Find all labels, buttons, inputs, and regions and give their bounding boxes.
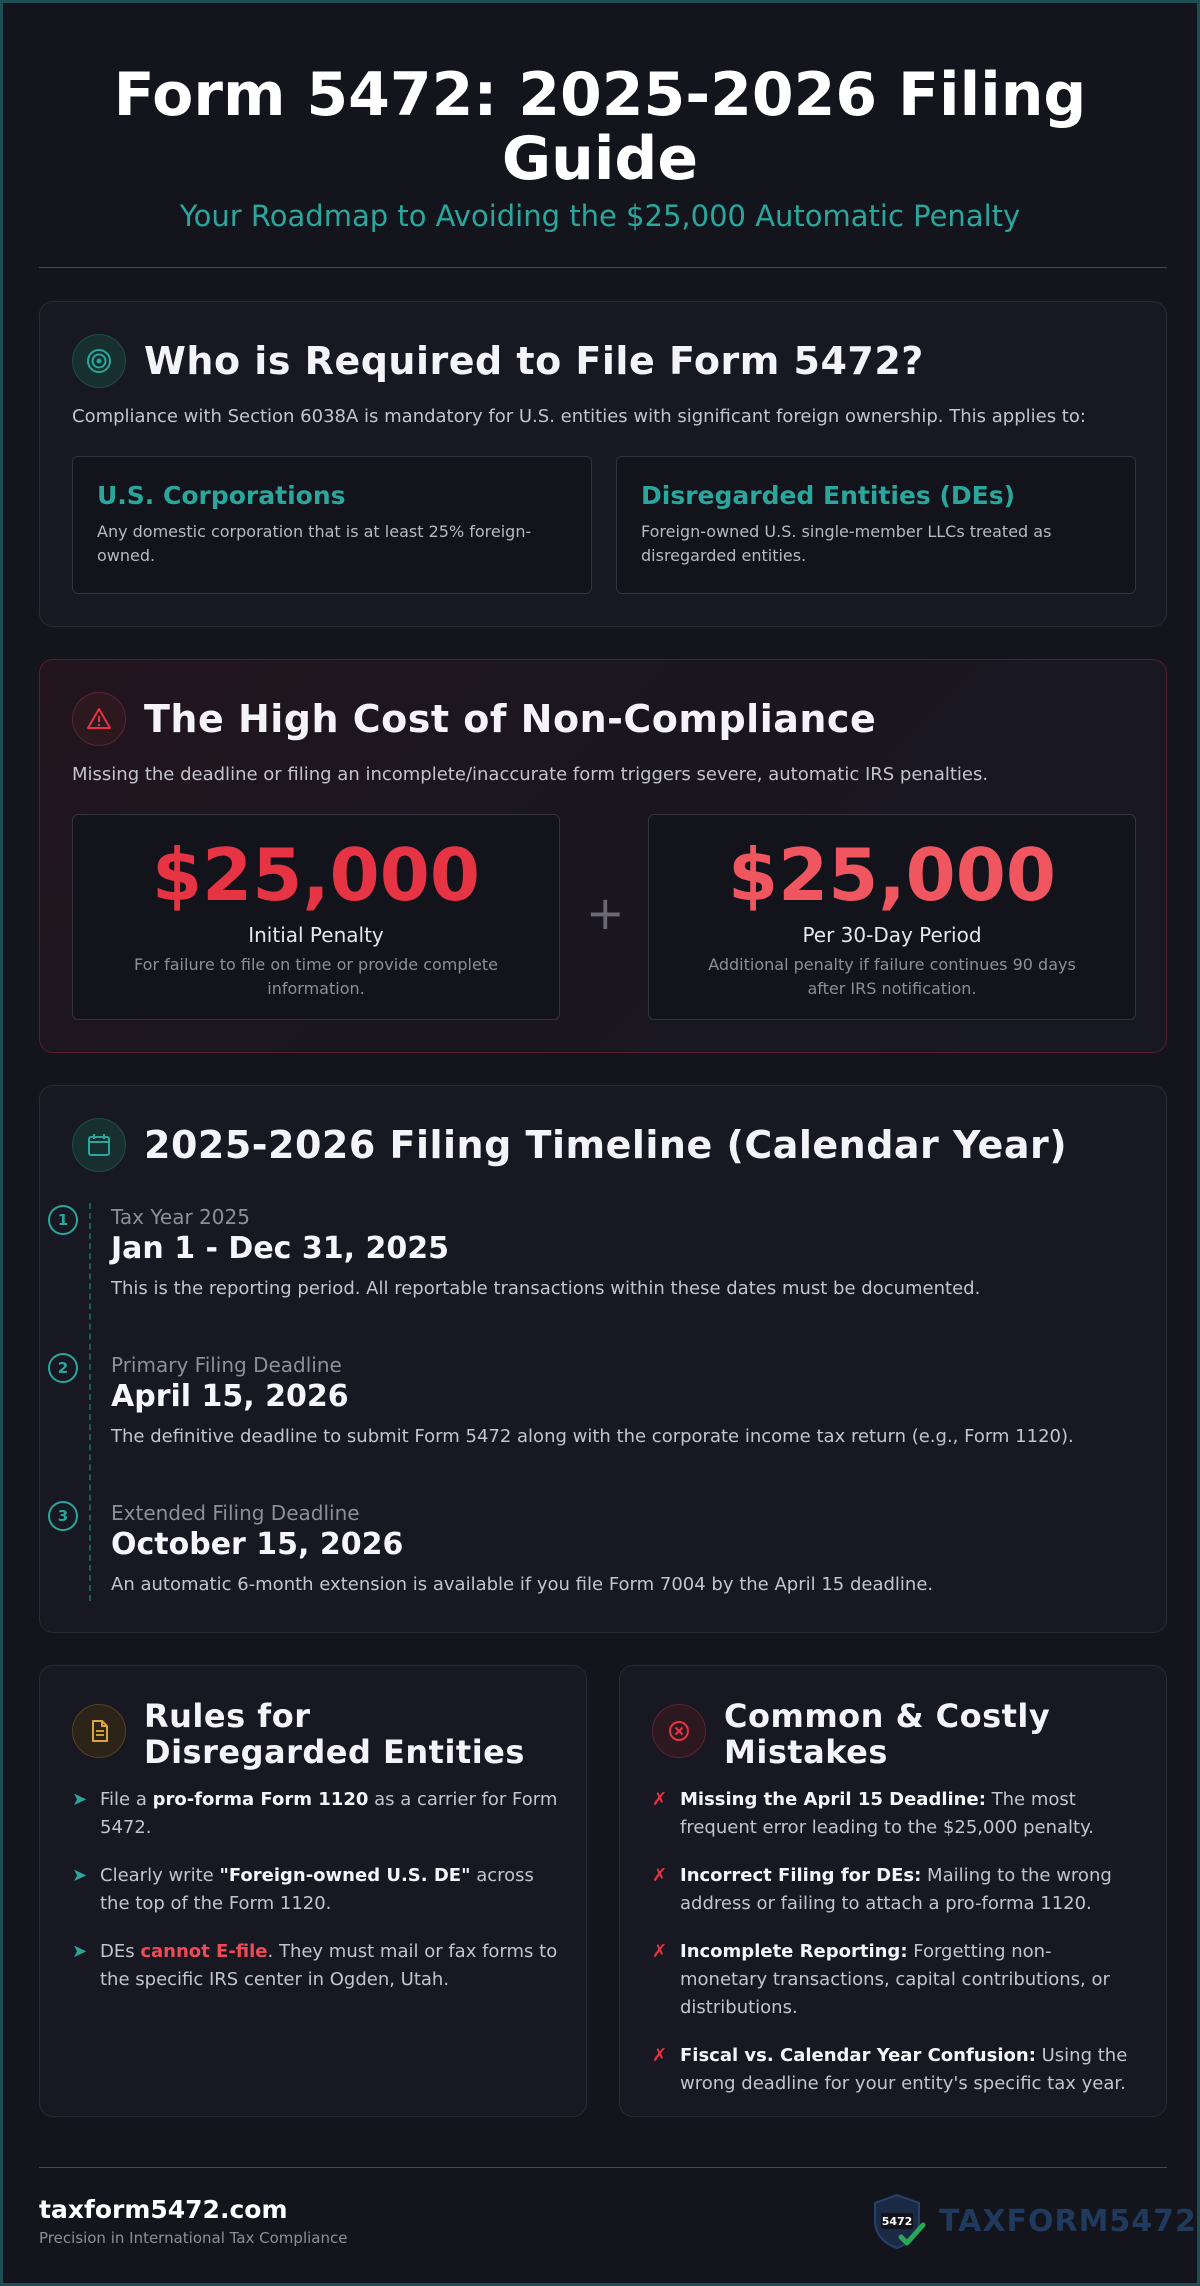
mistakes-card	[619, 1665, 1167, 2117]
recurring-penalty-box	[648, 814, 1136, 1020]
bullet-text: File a	[100, 1789, 153, 1810]
mistakes-card-title: Common & Costly Mistakes	[724, 1697, 1051, 1771]
timeline-step-number: 1	[48, 1205, 78, 1235]
footer-site-link[interactable]: taxform5472.com	[39, 2195, 288, 2224]
arrow-icon: ➤	[72, 1941, 88, 1962]
initial-penalty-box	[72, 814, 560, 1020]
bullet-text: Using the wrong deadline for your entity's specific tax year.	[680, 2045, 1128, 2094]
timeline-text: The definitive deadline to submit Form 5472 along with the corporate income tax return (e.g., Form 1120).	[111, 1426, 1074, 1447]
bullet-text: DEs	[100, 1941, 141, 1962]
box-text: Foreign-owned U.S. single-member LLCs treated as disregarded entities.	[641, 522, 1052, 565]
divider	[39, 267, 1167, 268]
arrow-icon: ➤	[72, 1865, 88, 1886]
timeline-step-number: 3	[48, 1501, 78, 1531]
footer-logo	[867, 2191, 1197, 2251]
bullet-emphasis: Missing the April 15 Deadline:	[680, 1789, 986, 1810]
box-heading: U.S. Corporations	[97, 481, 346, 510]
cross-icon: ✗	[652, 2045, 668, 2066]
list-item	[72, 1786, 558, 1842]
rules-card	[39, 1665, 587, 2117]
timeline-item-primary-deadline	[111, 1353, 1074, 1447]
cost-card-title: The High Cost of Non-Compliance	[144, 697, 877, 741]
mistakes-list	[652, 1786, 1138, 2118]
bullet-emphasis: cannot E-file	[140, 1941, 268, 1962]
bullet-emphasis: Fiscal vs. Calendar Year Confusion:	[680, 2045, 1036, 2066]
calendar-icon	[72, 1118, 126, 1172]
timeline-date: April 15, 2026	[111, 1379, 349, 1414]
bullet-emphasis: "Foreign-owned U.S. DE"	[219, 1865, 471, 1886]
bullet-text: across the top of the Form 1120.	[100, 1865, 534, 1914]
timeline-kicker: Tax Year 2025	[111, 1205, 250, 1229]
bullet-emphasis: pro-forma Form 1120	[152, 1789, 369, 1810]
rules-list	[72, 1786, 558, 2014]
mistakes-card-header	[652, 1698, 1084, 1770]
who-card-title: Who is Required to File Form 5472?	[144, 339, 924, 383]
document-icon	[72, 1704, 126, 1758]
list-item	[652, 1862, 1138, 1918]
page-subtitle: Your Roadmap to Avoiding the $25,000 Automatic Penalty	[179, 199, 1021, 233]
penalty-label: Per 30-Day Period	[802, 923, 982, 947]
list-item	[72, 1862, 558, 1918]
who-card-description: Compliance with Section 6038A is mandatory for U.S. entities with significant foreign ownership. This applies to:	[72, 406, 1086, 427]
who-card	[39, 301, 1167, 627]
penalty-text: Additional penalty if failure continues 90 days after IRS notification.	[708, 955, 1076, 998]
disregarded-entities-box	[616, 456, 1136, 594]
bullet-text: Mailing to the wrong address or failing to attach a pro-forma 1120.	[680, 1865, 1112, 1914]
x-circle-icon	[652, 1704, 706, 1758]
timeline-text: This is the reporting period. All reportable transactions within these dates must be documented.	[111, 1278, 981, 1299]
list-item	[652, 2042, 1138, 2098]
bullet-text: Forgetting non-monetary transactions, capital contributions, or distributions.	[680, 1941, 1110, 2018]
timeline-card-header	[72, 1118, 1067, 1172]
timeline-step-number: 2	[48, 1353, 78, 1383]
bullet-text: as a carrier for Form 5472.	[100, 1789, 558, 1838]
who-card-header	[72, 334, 924, 388]
list-item	[72, 1938, 558, 1994]
cross-icon: ✗	[652, 1789, 668, 1810]
cost-card	[39, 659, 1167, 1053]
page-header	[3, 3, 1197, 233]
page-title: Form 5472: 2025-2026 Filing Guide	[113, 60, 1087, 194]
list-item	[652, 1938, 1138, 2022]
arrow-icon: ➤	[72, 1789, 88, 1810]
timeline-item-extended-deadline	[111, 1501, 933, 1595]
timeline-item-tax-year	[111, 1205, 980, 1299]
timeline-kicker: Primary Filing Deadline	[111, 1353, 342, 1377]
list-item	[652, 1786, 1138, 1842]
footer-divider	[39, 2167, 1167, 2168]
cross-icon: ✗	[652, 1865, 668, 1886]
box-text: Any domestic corporation that is at least 25% foreign-owned.	[97, 522, 532, 565]
timeline-date: Jan 1 - Dec 31, 2025	[111, 1231, 449, 1266]
cost-card-header	[72, 692, 876, 746]
warning-icon	[72, 692, 126, 746]
timeline-date: October 15, 2026	[111, 1527, 404, 1562]
bullet-text: Clearly write	[100, 1865, 220, 1886]
us-corporations-box	[72, 456, 592, 594]
footer-tagline: Precision in International Tax Compliance	[39, 2229, 348, 2247]
plus-sign: +	[586, 886, 625, 940]
shield-logo-icon	[867, 2191, 927, 2251]
target-icon	[72, 334, 126, 388]
logo-badge-text: 5472	[881, 2215, 913, 2228]
timeline-kicker: Extended Filing Deadline	[111, 1501, 360, 1525]
bullet-text: . They must mail or fax forms to the specific IRS center in Ogden, Utah.	[100, 1941, 558, 1990]
bullet-text: The most frequent error leading to the $25,000 penalty.	[680, 1789, 1094, 1838]
timeline-line	[89, 1203, 91, 1601]
penalty-label: Initial Penalty	[248, 923, 384, 947]
rules-card-header	[72, 1698, 534, 1770]
penalty-amount: $25,000	[152, 833, 480, 917]
logo-wordmark: TAXFORM5472	[939, 2203, 1197, 2239]
cross-icon: ✗	[652, 1941, 668, 1962]
cost-card-description: Missing the deadline or filing an incomplete/inaccurate form triggers severe, automatic IRS penalties.	[72, 764, 989, 785]
timeline-card-title: 2025-2026 Filing Timeline (Calendar Year)	[144, 1123, 1068, 1167]
box-heading: Disregarded Entities (DEs)	[641, 481, 1016, 510]
penalty-amount: $25,000	[728, 833, 1056, 917]
rules-card-title: Rules for Disregarded Entities	[144, 1697, 525, 1771]
bullet-emphasis: Incorrect Filing for DEs:	[680, 1865, 922, 1886]
timeline-text: An automatic 6-month extension is available if you file Form 7004 by the April 15 deadline.	[111, 1574, 934, 1595]
penalty-text: For failure to file on time or provide complete information.	[134, 955, 498, 998]
bullet-emphasis: Incomplete Reporting:	[680, 1941, 908, 1962]
